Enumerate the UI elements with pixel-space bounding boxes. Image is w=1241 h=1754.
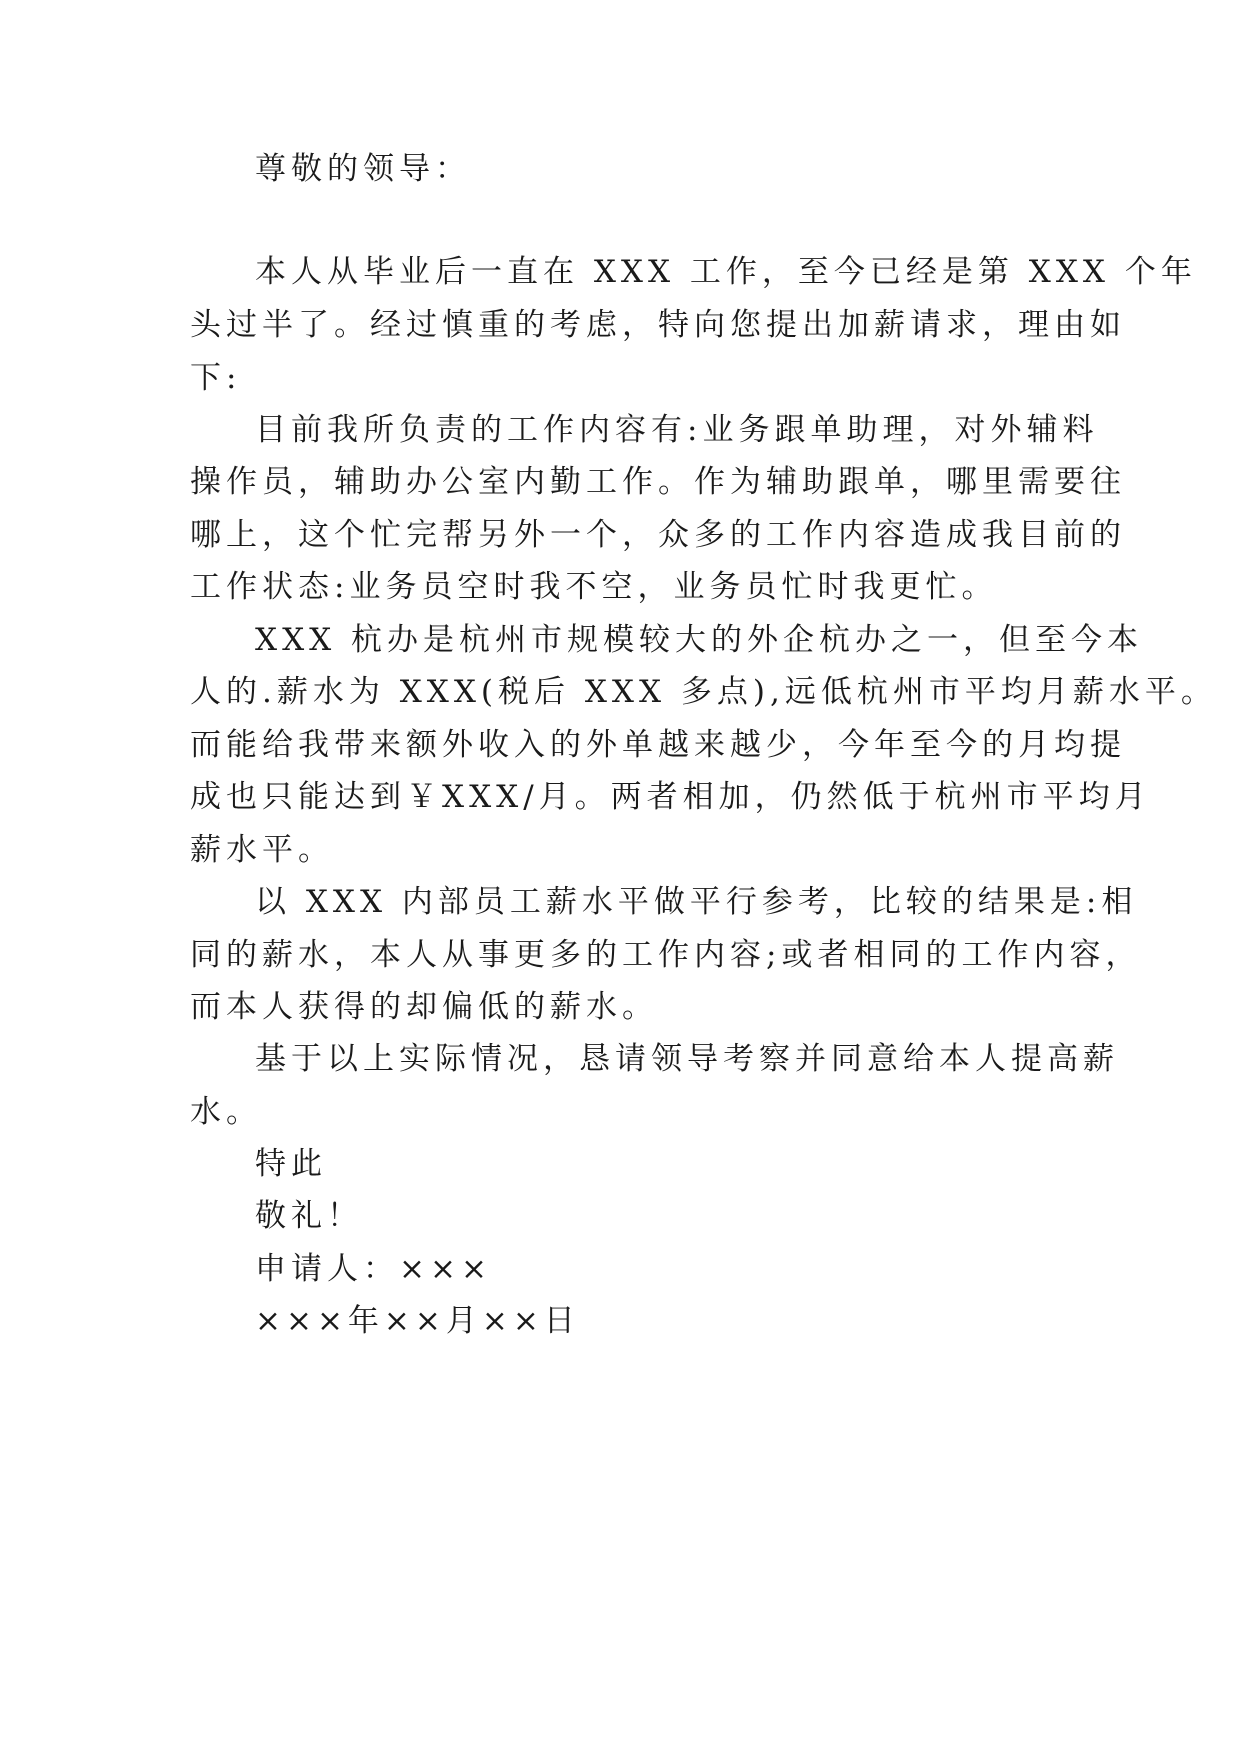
text-line: 目前我所负责的工作内容有:业务跟单助理，对外辅料	[255, 412, 1099, 448]
text-line: 工作状态:业务员空时我不空，业务员忙时我更忙。	[190, 569, 998, 605]
text-line: 成也只能达到￥XXX/月。两者相加，仍然低于杭州市平均月	[190, 779, 1151, 815]
text-line: 水。	[190, 1094, 262, 1130]
text-line: XXX 杭办是杭州市规模较大的外企杭办之一，但至今本	[255, 622, 1144, 658]
text-line: 以 XXX 内部员工薪水平做平行参考，比较的结果是:相	[255, 884, 1138, 920]
closing-special: 特此	[255, 1146, 327, 1182]
text-line: 薪水平。	[190, 832, 334, 868]
text-line: 而能给我带来额外收入的外单越来越少，今年至今的月均提	[190, 727, 1126, 763]
text-line: 同的薪水，本人从事更多的工作内容;或者相同的工作内容，	[190, 937, 1142, 973]
text-line: 哪上，这个忙完帮另外一个，众多的工作内容造成我目前的	[190, 517, 1126, 553]
date-line: ×××年××月××日	[255, 1303, 580, 1339]
text-line: 而本人获得的却偏低的薪水。	[190, 989, 658, 1025]
text-line: 下:	[190, 360, 242, 396]
text-line: 人的.薪水为 XXX(税后 XXX 多点),远低杭州市平均月薪水平。	[190, 674, 1217, 710]
closing-regards: 敬礼！	[255, 1198, 363, 1234]
text-line: 头过半了。经过慎重的考虑，特向您提出加薪请求，理由如	[190, 307, 1126, 343]
text-line: 基于以上实际情况，恳请领导考察并同意给本人提高薪	[255, 1041, 1119, 1077]
applicant-line: 申请人：×××	[255, 1251, 492, 1287]
text-line: 本人从毕业后一直在 XXX 工作，至今已经是第 XXX 个年	[255, 254, 1197, 290]
text-line: 操作员，辅助办公室内勤工作。作为辅助跟单，哪里需要往	[190, 464, 1126, 500]
greeting: 尊敬的领导：	[255, 151, 471, 187]
